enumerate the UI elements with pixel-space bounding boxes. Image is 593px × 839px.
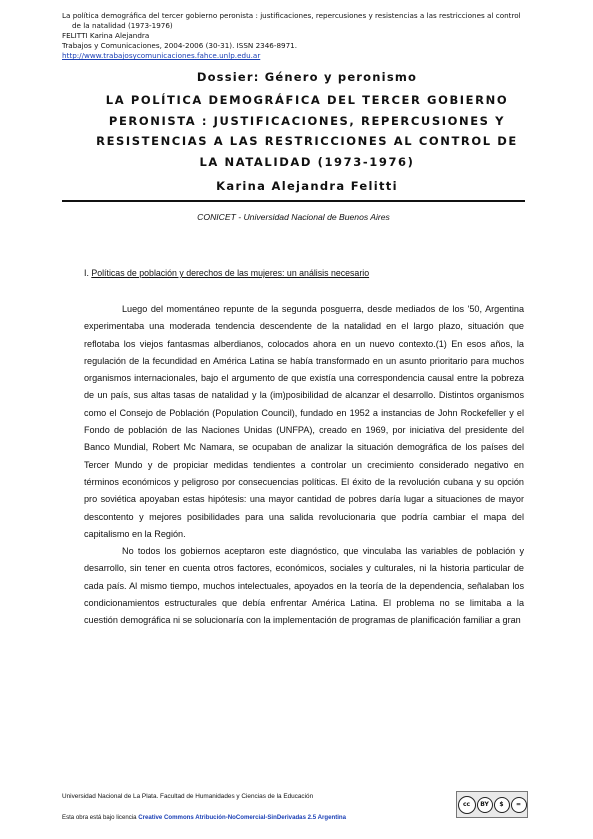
dossier-label: Dossier: Género y peronismo — [196, 70, 418, 84]
cc-license-badge[interactable] — [456, 791, 528, 818]
by-icon: BY — [477, 797, 493, 813]
running-header — [62, 11, 562, 61]
affiliation: CONICET - Universidad Nacional de Buenos Aires — [197, 212, 390, 222]
paragraph: No todos los gobiernos aceptaron este diagnóstico, que vinculaba las variables de población y desarrollo, sin tener en cuenta otros factores, económicos, sociales y culturales, ni la historia particular de cada país. Al mismo tiempo, muchos intelectuales, apoyados en la teoría de la dependencia, señalaban los condicionamientos estructurales que debía enfrentar América Latina. El problema no se limitaba a la cuestión demográfica ni se solucionaría con la implementación de programas de planificación familiar a gran — [84, 546, 524, 626]
header-line-1: La política demográfica del tercer gobierno peronista : justificaciones, repercusiones y resistencias a las restricciones al control — [62, 11, 521, 20]
title-line-4: LA NATALIDAD (1973-1976) — [199, 154, 415, 169]
license-link[interactable]: Creative Commons Atribución-NoComercial-SinDerivadas 2.5 Argentina — [138, 814, 347, 821]
header-journal: Trabajos y Comunicaciones, 2004-2006 (30-31). ISSN 2346-8971. — [62, 41, 298, 50]
section-title: Políticas de población y derechos de las mujeres: un análisis necesario — [91, 268, 370, 278]
header-author: FELITTI Karina Alejandra — [62, 31, 150, 40]
author-name: Karina Alejandra Felitti — [216, 179, 398, 193]
article-title — [62, 90, 552, 172]
title-line-1: LA POLÍTICA DEMOGRÁFICA DEL TERCER GOBIERNO — [105, 93, 509, 107]
nc-icon: $ — [494, 797, 510, 813]
cc-icon: cc — [458, 796, 476, 814]
section-heading — [84, 268, 369, 278]
nd-icon: = — [511, 797, 527, 813]
footer-institution: Universidad Nacional de La Plata. Facultad de Humanidades y Ciencias de la Educación — [62, 793, 314, 800]
title-line-3: RESISTENCIAS A LAS RESTRICCIONES AL CONTROL DE — [96, 134, 518, 148]
footer-license — [62, 814, 346, 821]
title-block — [62, 70, 552, 194]
header-url-link[interactable]: http://www.trabajosycomunicaciones.fahce.unlp.edu.ar — [62, 51, 261, 60]
header-line-2: de la natalidad (1973-1976) — [72, 21, 173, 30]
title-line-2: PERONISTA : JUSTIFICACIONES, REPERCUSIONES Y — [108, 113, 506, 128]
license-prefix: Esta obra está bajo licencia — [62, 814, 137, 821]
title-divider — [62, 200, 525, 202]
section-number: I. — [84, 268, 89, 278]
paragraph: Luego del momentáneo repunte de la segunda posguerra, desde mediados de los '50, Argentina experimentaba una moderada tendencia descendente de la natalidad en el largo plazo, situación que reflotaba los viejos fantasmas alberdianos, colocados ahora en un nuevo contexto.(1) En esos años, la regulación de la fecundidad en América Latina se había transformado en un asunto prioritario para muchos organismos internacionales, bajo el argumento de que existía una correspondencia causal entre la pobreza de un país, sus altas tasas de natalidad y la (im)posibilidad de alcanzar el desarrollo. Distintos organismos como el Consejo de Población (Population Council), fundado en 1952 a instancias de John Rockefeller y el Fondo de población de las Naciones Unidas (UNFPA), creado en 1969, por iniciativa del presidente del Banco Mundial, Robert Mc Namara, se ocupaban de analizar la situación demográfica de los países del Tercer Mundo y de propiciar medidas tendientes a controlar un crecimiento considerado negativo en términos económicos y peligroso por consecuencias políticas. El éxito de la revolución cubana y su opción pro soviética apoyaban estas hipótesis: una mayor cantidad de pobres daría lugar a situaciones de mayor descontento y mejores posibilidades para una salida revolucionaria que podría cambiar el mapa del capitalismo en la Región. — [84, 304, 524, 539]
article-body — [84, 301, 524, 630]
